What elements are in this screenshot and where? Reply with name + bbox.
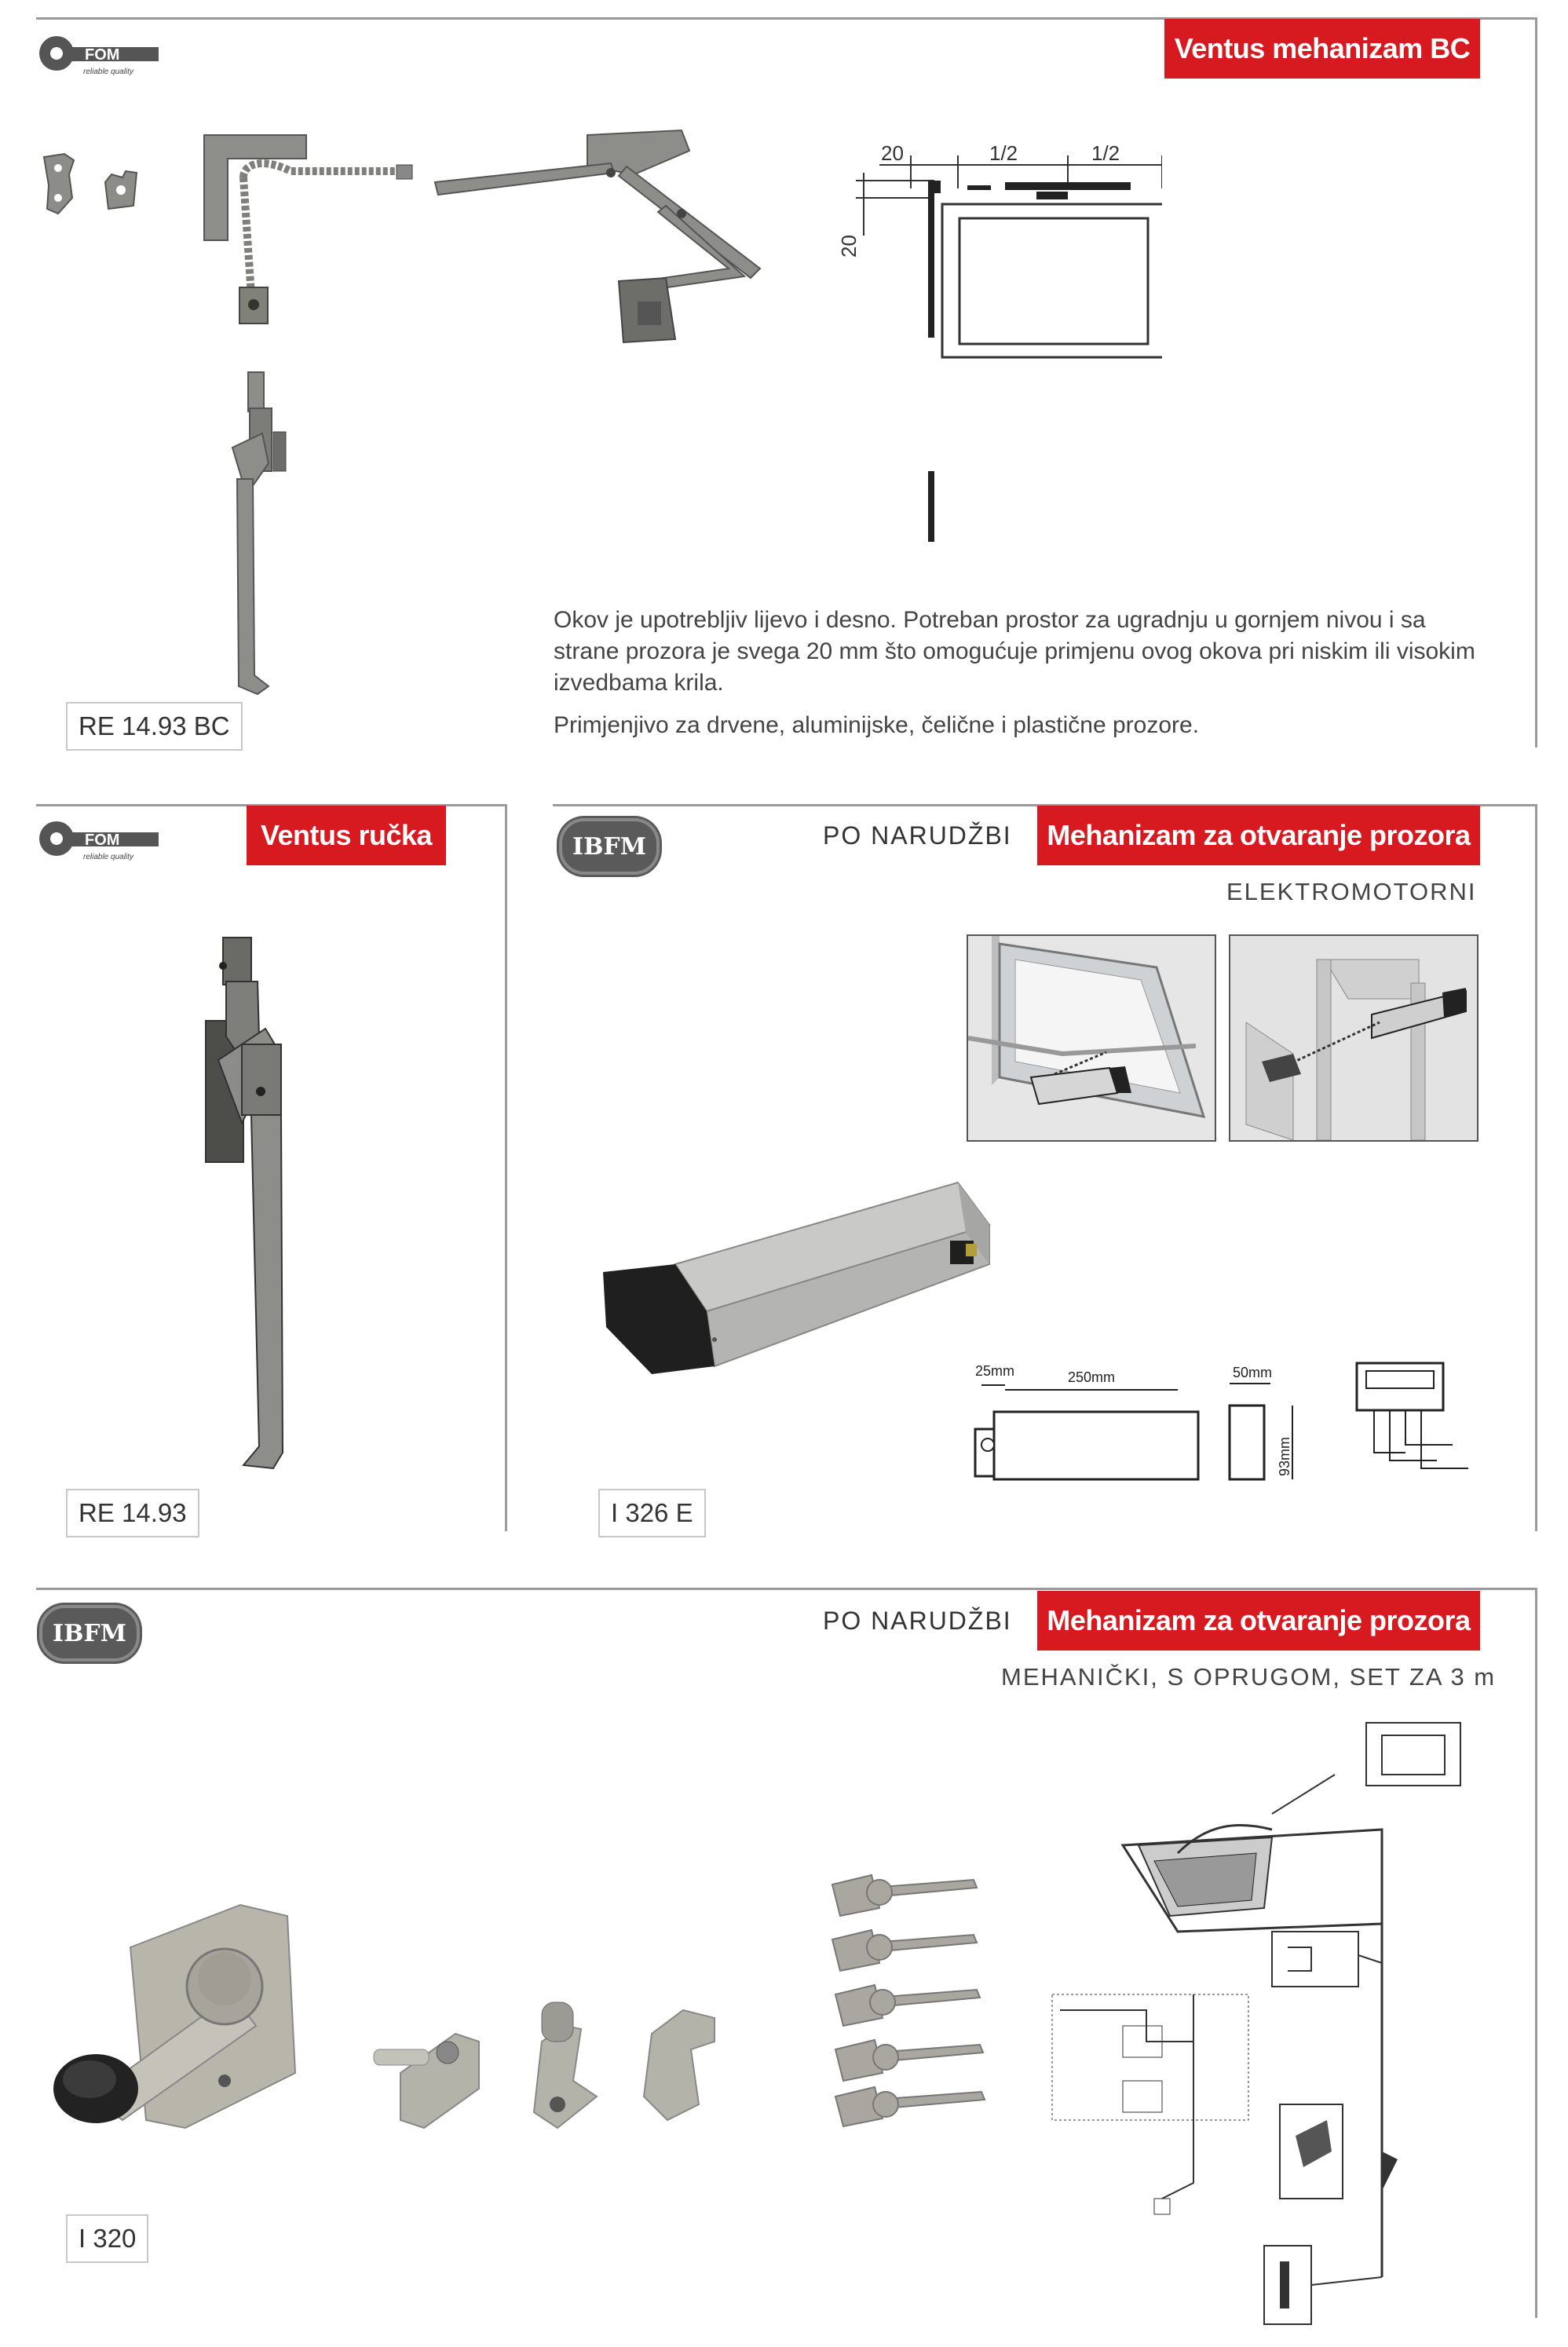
motor-dimension-drawing — [966, 1358, 1500, 1484]
right-rule-2 — [505, 804, 507, 1531]
ibfm-logo: IBFM — [559, 818, 660, 875]
fom-logo-2 — [36, 817, 162, 864]
fom-key-icon-2 — [36, 817, 162, 864]
section1-description-1: Okov je upotrebljiv lijevo i desno. Potreban prostor za ugradnju u gornjem nivou i sa strane prozora je svega 20 mm što omogućuje primjenu ovog okova pri niskim ili visokim izvedbama krila. — [554, 607, 1475, 696]
dim-93mm: 93mm — [1277, 1436, 1292, 1476]
elektromotorni-label: ELEKTROMOTORNI — [1226, 878, 1477, 905]
dim-half-a: 1/2 — [989, 141, 1018, 165]
fom-logo — [36, 31, 162, 79]
mehanicki-label: MEHANIČKI, S OPRUGOM, SET ZA 3 m — [1001, 1663, 1497, 1691]
dimension-drawing — [832, 141, 1162, 550]
section3-title — [1037, 806, 1480, 865]
dim-top-20: 20 — [881, 141, 904, 165]
ibfm-logo-2: IBFM — [39, 1605, 140, 1662]
fom-key-icon — [36, 31, 162, 79]
fom-logo-text-2: FOM — [85, 832, 120, 849]
handle-image-1 — [218, 369, 305, 699]
section1-title-text: Ventus mehanizam BC — [1174, 32, 1471, 64]
product-code-i326e: I 326 E — [598, 1489, 706, 1537]
section3-title-text: Mehanizam za otvaranje prozora — [1047, 819, 1471, 851]
brackets-image — [369, 1994, 746, 2144]
section2-title-text: Ventus ručka — [260, 819, 433, 851]
product-code-i320: I 320 — [66, 2214, 148, 2263]
installation-photo-2 — [1229, 934, 1478, 1142]
dim-50mm: 50mm — [1233, 1365, 1273, 1380]
corner-mechanism-image — [196, 130, 416, 366]
section4-title-text: Mehanizam za otvaranje prozora — [1047, 1604, 1471, 1636]
dim-250mm: 250mm — [1068, 1369, 1116, 1385]
product-code-re1493: RE 14.93 — [66, 1489, 199, 1537]
right-rule-3 — [1535, 804, 1537, 1531]
section1-description-2: Primjenjivo za drvene, aluminijske, čelične i plastične prozore. — [554, 712, 1200, 738]
electric-motor-image — [597, 1178, 997, 1390]
mechanical-installation-diagram — [1036, 1712, 1476, 2332]
section1-title — [1164, 19, 1480, 79]
section2-title — [247, 806, 446, 865]
section4-title — [1037, 1591, 1480, 1651]
fom-tagline-2: reliable quality — [83, 853, 133, 861]
po-narudzbi-label: PO NARUDŽBI — [823, 821, 1012, 850]
po-narudzbi-label-2: PO NARUDŽBI — [823, 1607, 1012, 1635]
clip-parts-image — [41, 151, 151, 221]
crank-handle-image — [44, 1900, 303, 2136]
fom-logo-text: FOM — [85, 46, 120, 64]
product-code-re1493bc: RE 14.93 BC — [66, 702, 243, 751]
installation-photo-1 — [967, 934, 1216, 1142]
top-rule-4 — [36, 1588, 1537, 1590]
scissor-arm-image — [430, 127, 776, 363]
dim-25mm: 25mm — [975, 1363, 1015, 1379]
dim-half-b: 1/2 — [1091, 141, 1120, 165]
ventus-handle-image — [195, 934, 313, 1476]
right-rule-1 — [1535, 17, 1537, 748]
dim-side-20: 20 — [837, 235, 861, 258]
right-rule-4 — [1535, 1588, 1537, 2318]
guide-rollers-image — [824, 1869, 997, 2128]
fom-tagline: reliable quality — [83, 68, 133, 76]
